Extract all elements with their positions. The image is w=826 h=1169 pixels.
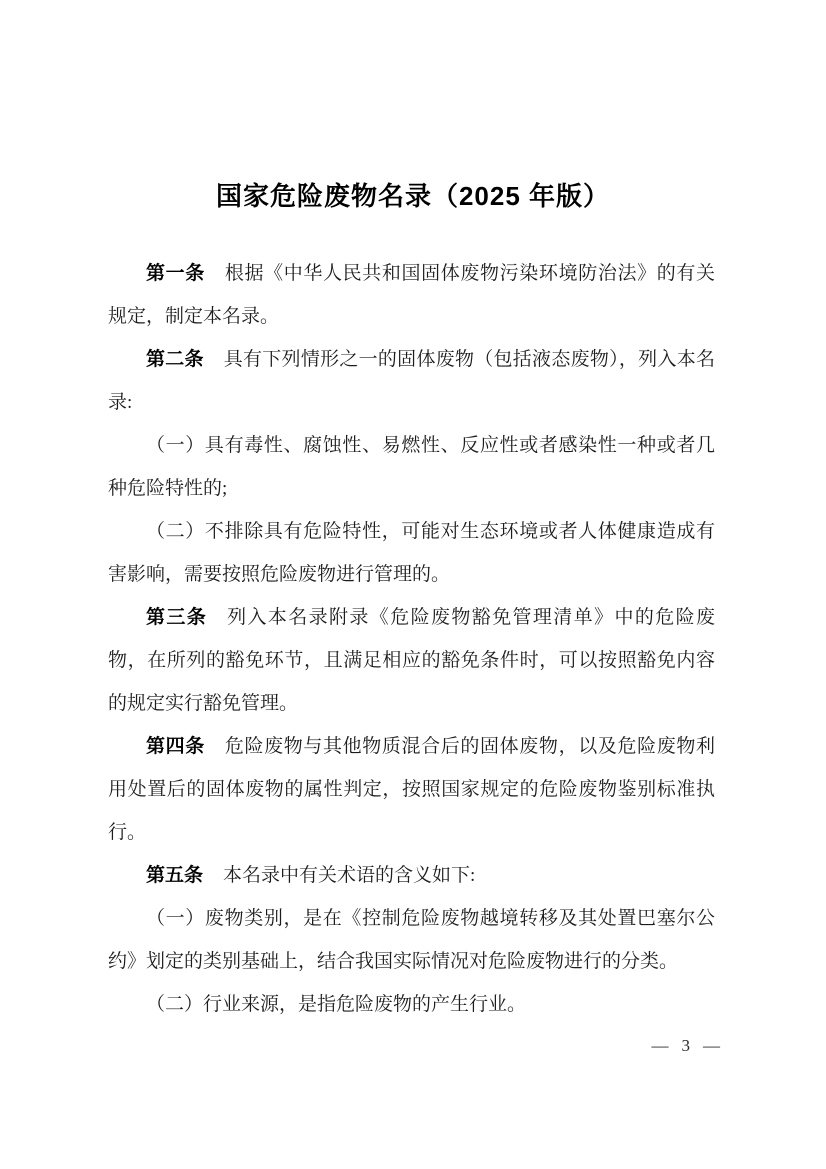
paragraph-text: 根据《中华人民共和国固体废物污染环境防治法》的有关规定，制定本名录。 (108, 263, 715, 327)
paragraph-text: 具有下列情形之一的固体废物（包括液态废物），列入本名录: (108, 349, 715, 413)
footer-left-dash: — (651, 1036, 669, 1055)
paragraph-text: （二）不排除具有危险特性，可能对生态环境或者人体健康造成有害影响，需要按照危险废物进行管理的。 (108, 521, 715, 585)
article-number-label: 第四条 (146, 736, 205, 757)
paragraph-article-4 (108, 725, 715, 854)
paragraph-article-5-item-1 (108, 897, 715, 983)
paragraph-article-1 (108, 252, 715, 338)
paragraph-text: 危险废物与其他物质混合后的固体废物，以及危险废物利用处置后的固体废物的属性判定，按照国家规定的危险废物鉴别标准执行。 (108, 736, 715, 843)
paragraph-text: （一）具有毒性、腐蚀性、易燃性、反应性或者感染性一种或者几种危险特性的; (108, 435, 715, 499)
paragraph-article-3 (108, 596, 715, 725)
page-number: 3 (681, 1036, 690, 1055)
article-number-label: 第一条 (146, 263, 205, 284)
paragraph-article-2-item-1 (108, 424, 715, 510)
page-footer (652, 1034, 721, 1058)
paragraph-text: （一）废物类别，是在《控制危险废物越境转移及其处置巴塞尔公约》划定的类别基础上，结合我国实际情况对危险废物进行的分类。 (108, 908, 715, 972)
paragraph-article-5 (108, 854, 715, 897)
document-body (108, 252, 715, 1026)
article-number-label: 第五条 (146, 865, 204, 886)
paragraph-article-5-item-2 (108, 983, 715, 1026)
footer-right-dash: — (703, 1036, 720, 1055)
paragraph-text: （二）行业来源，是指危险废物的产生行业。 (146, 994, 527, 1015)
paragraph-article-2 (108, 338, 715, 424)
paragraph-text: 列入本名录附录《危险废物豁免管理清单》中的危险废物，在所列的豁免环节，且满足相应的豁免条件时，可以按照豁免内容的规定实行豁免管理。 (108, 607, 715, 714)
paragraph-article-2-item-2 (108, 510, 715, 596)
paragraph-text: 本名录中有关术语的含义如下: (222, 865, 476, 886)
document-title: 国家危险废物名录（2025 年版） (215, 181, 611, 211)
article-number-label: 第三条 (146, 607, 208, 628)
article-number-label: 第二条 (146, 349, 204, 370)
